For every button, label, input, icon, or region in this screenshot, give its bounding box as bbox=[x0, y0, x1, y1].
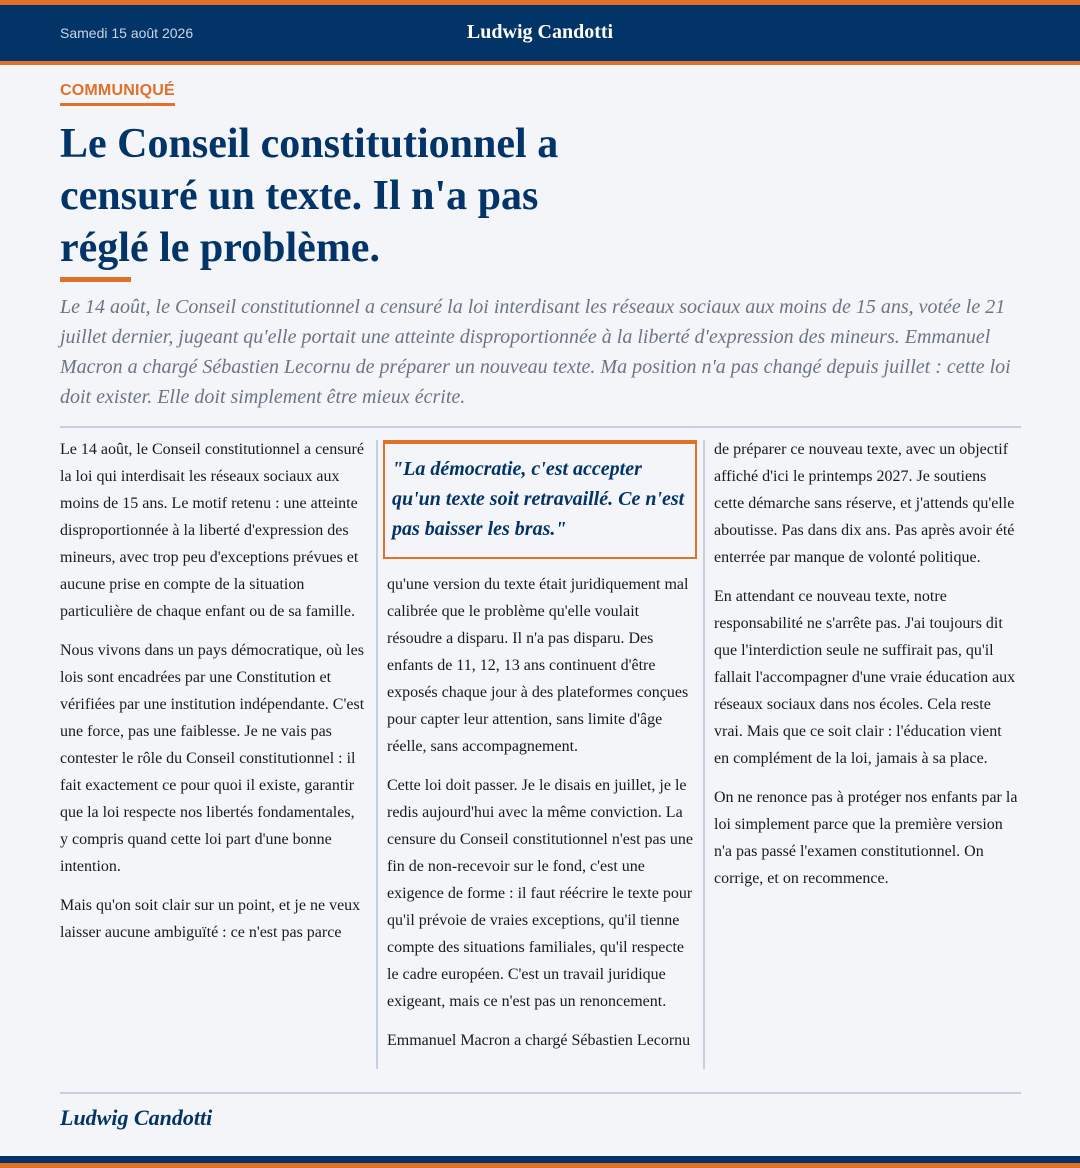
article-column-3 bbox=[714, 436, 1020, 904]
paragraph: Cette loi doit passer. Je le disais en juillet, je le redis aujourd'hui avec la même conviction. La censure du Conseil constitutionnel n'est pas une fin de non-recevoir sur le fond, c'est une exigence de forme : il faut réécrire le texte pour qu'il prévoie de vraies exceptions, qu'il tienne compte des situations familiales, qu'il respecte le cadre européen. C'est un travail juridique exigeant, mais ce n'est pas un renoncement. bbox=[387, 777, 693, 1010]
column-divider bbox=[376, 440, 378, 1069]
column-divider bbox=[703, 440, 705, 1069]
article-lede: Le 14 août, le Conseil constitutionnel a censuré la loi interdisant les réseaux sociaux aux moins de 15 ans, votée le 21 juillet dernier, jugeant qu'elle portait une atteinte disproportionnée à la liberté d'expression des mineurs. Emmanuel Macron a chargé Sébastien Lecornu de préparer un nouveau texte. Ma position n'a pas changé depuis juillet : cette loi doit exister. Elle doit simplement être mieux écrite. bbox=[60, 296, 1011, 408]
paragraph: Le 14 août, le Conseil constitutionnel a censuré la loi qui interdisait les réseaux sociaux aux moins de 15 ans. Le motif retenu : une atteinte disproportionnée à la liberté d'expression des mineurs, avec trop peu d'exceptions prévues et aucune prise en compte de la situation particulière de chaque enfant ou de sa famille. bbox=[60, 441, 364, 620]
lede-divider bbox=[60, 426, 1021, 428]
paragraph: qu'une version du texte était juridiquement mal calibrée que le problème qu'elle voulait résoudre a disparu. Il n'a pas disparu. Des enfants de 11, 12, 13 ans continuent d'être exposés chaque jour à des plateformes conçues pour capter leur attention, sans limite d'âge réelle, sans accompagnement. bbox=[387, 576, 689, 755]
top-bar bbox=[0, 0, 1080, 65]
paragraph: Mais qu'on soit clair sur un point, et je ne veux laisser aucune ambiguïté : ce n'est pas parce bbox=[60, 897, 361, 941]
article-column-1 bbox=[60, 436, 366, 958]
article-kicker: COMMUNIQUÉ bbox=[60, 82, 175, 106]
title-accent-rule bbox=[60, 277, 131, 282]
header-date: Samedi 15 août 2026 bbox=[60, 25, 194, 41]
paragraph: Nous vivons dans un pays démocratique, où les lois sont encadrées par une Constitution et vérifiées par une institution indépendante. C'est une force, pas une faiblesse. Je ne vais pas contester le rôle du Conseil constitutionnel : il fait exactement ce pour quoi il existe, garantir que la loi respecte nos libertés fondamentales, y compris quand cette loi part d'une bonne intention. bbox=[60, 642, 365, 875]
header-brand: Ludwig Candotti bbox=[466, 21, 614, 43]
article-column-2 bbox=[387, 571, 693, 1066]
bottom-bar bbox=[0, 1156, 1080, 1168]
paragraph: Emmanuel Macron a chargé Sébastien Lecornu bbox=[387, 1032, 691, 1049]
article-title: Le Conseil constitutionnel a censuré un texte. Il n'a pas réglé le problème. bbox=[60, 121, 559, 271]
paragraph: En attendant ce nouveau texte, notre responsabilité ne s'arrête pas. J'ai toujours dit que l'interdiction seule ne suffirait pas, qu'il fallait l'accompagner d'une vraie éducation aux réseaux sociaux dans nos écoles. Cela reste vrai. Mais que ce soit clair : l'éducation vient en complément de la loi, jamais à sa place. bbox=[714, 588, 1016, 767]
pull-quote: "La démocratie, c'est accepter qu'un texte soit retravaillé. Ce n'est pas baisser les bras." bbox=[383, 440, 697, 559]
paragraph: de préparer ce nouveau texte, avec un objectif affiché d'ici le printemps 2027. Je soutiens cette démarche sans réserve, et j'attends qu'elle aboutisse. Pas dans dix ans. Pas après avoir été enterrée par manque de volonté politique. bbox=[714, 441, 1015, 566]
footer-divider bbox=[60, 1092, 1021, 1094]
paragraph: On ne renonce pas à protéger nos enfants par la loi simplement parce que la première version n'a pas passé l'examen constitutionnel. On corrige, et on recommence. bbox=[714, 789, 1018, 887]
author-signature: Ludwig Candotti bbox=[60, 1105, 213, 1130]
